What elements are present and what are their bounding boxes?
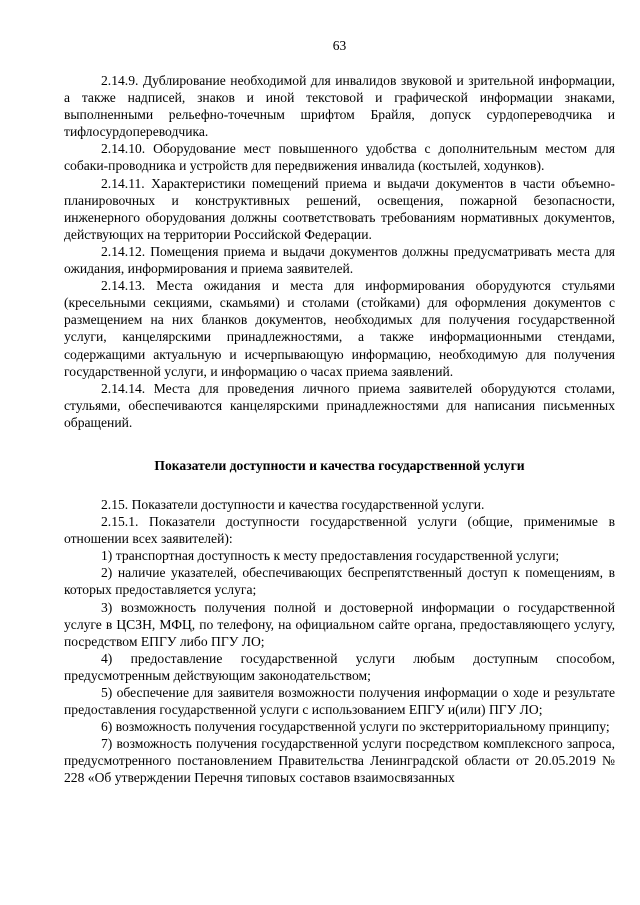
list-item-4: 4) предоставление государственной услуги любым доступным способом, предусмотренным действующим законодательством; bbox=[64, 650, 615, 683]
list-item-3: 3) возможность получения полной и достоверной информации о государственной услуге в ЦСЗН, МФЦ, по телефону, на официальном сайте органа, предоставляющего услугу, посредством ЕПГУ либо ПГУ ЛО; bbox=[64, 599, 615, 649]
paragraph-2-15: 2.15. Показатели доступности и качества государственной услуги. bbox=[101, 496, 485, 512]
list-item-6: 6) возможность получения государственной услуги по экстерриториальному принципу; bbox=[101, 719, 610, 735]
paragraph-2-14-12: 2.14.12. Помещения приема и выдачи документов должны предусматривать места для ожидания, информирования и приема заявителей. bbox=[64, 243, 615, 277]
paragraph-2-14-11: 2.14.11. Характеристики помещений приема и выдачи документов в части объемно-планировочных и конструктивных решений, освещения, пожарной безопасности, инженерного оборудования должны соответствовать требованиям нормативных документов, действующих на территории Российской Федерации. bbox=[64, 175, 615, 242]
list-item-7: 7) возможность получения государственной услуги посредством комплексного запроса, предусмотренного постановлением Правительства Ленинградской области от 20.05.2019 № 228 «Об утверждении Перечня типовых составов взаимосвязанных bbox=[64, 736, 615, 786]
paragraph-2-14-13: 2.14.13. Места ожидания и места для информирования оборудуются стульями (кресельными секциями, скамьями) и столами (стойками) для оформления документов с размещением на них бланков документов, необходимых для получения государственной услуги, канцелярскими принадлежностями, а также информационными стендами, содержащими актуальную и исчерпывающую информацию, необходимую для получения государственной услуги, и информацию о часах приема заявлений. bbox=[64, 278, 615, 379]
paragraph-2-15-1: 2.15.1. Показатели доступности государственной услуги (общие, применимые в отношении всех заявителей): bbox=[64, 514, 615, 547]
paragraph-2-14-9: 2.14.9. Дублирование необходимой для инвалидов звуковой и зрительной информации, а также надписей, знаков и иной текстовой и графической информации знаками, выполненными рельефно-точечным шрифтом Брайля, допуск сурдопереводчика и тифлосурдопереводчика. bbox=[64, 73, 615, 140]
paragraph-2-14-14: 2.14.14. Места для проведения личного приема заявителей оборудуются столами, стульями, обеспечиваются канцелярскими принадлежностями для написания письменных обращений. bbox=[64, 380, 615, 430]
page-number: 63 bbox=[332, 38, 347, 53]
list-item-1: 1) транспортная доступность к месту предоставления государственной услуги; bbox=[101, 548, 560, 564]
list-item-5: 5) обеспечение для заявителя возможности получения информации о ходе и результате предоставления государственной услуги с использованием ЕПГУ и(или) ПГУ ЛО; bbox=[64, 685, 615, 718]
section-heading: Показатели доступности и качества государственной услуги bbox=[154, 457, 525, 473]
paragraph-2-14-10: 2.14.10. Оборудование мест повышенного удобства с дополнительным местом для собаки-проводника и устройств для передвижения инвалида (костылей, ходунков). bbox=[64, 141, 615, 174]
list-item-2: 2) наличие указателей, обеспечивающих беспрепятственный доступ к помещениям, в которых предоставляется услуга; bbox=[64, 565, 615, 598]
